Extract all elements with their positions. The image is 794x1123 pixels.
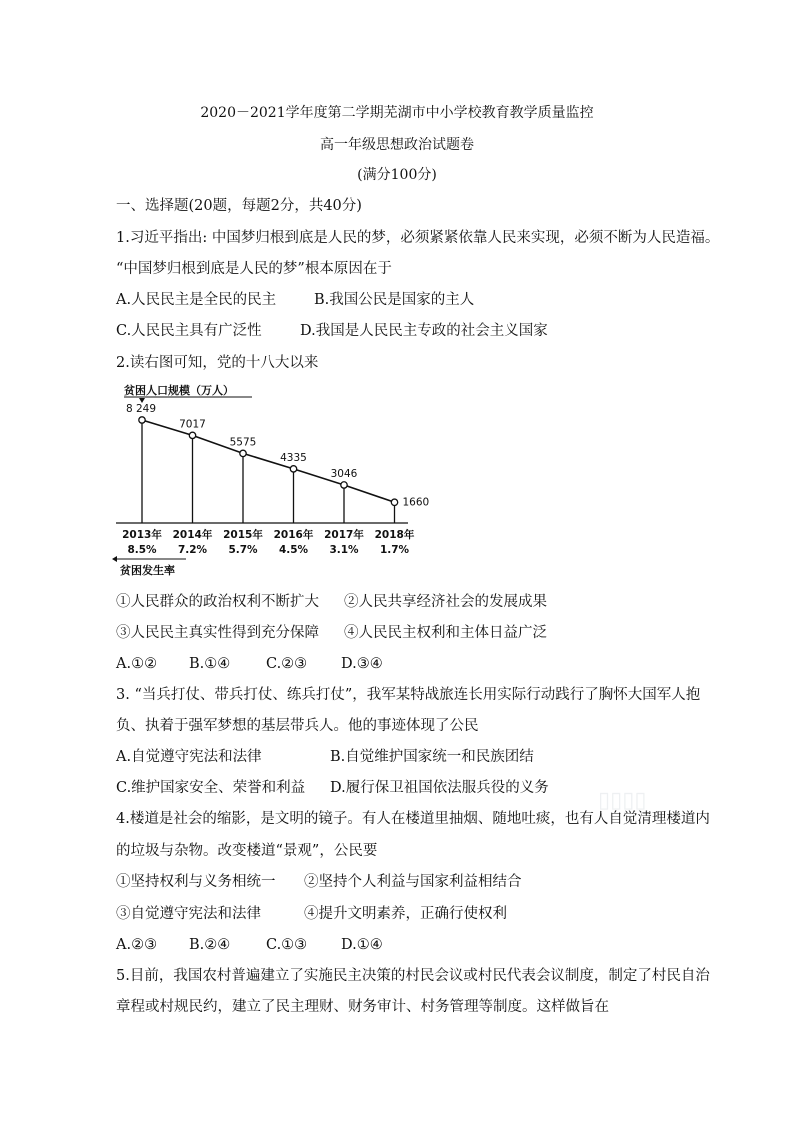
q3-option-c[interactable]: C.维护国家安全、荣誉和利益 — [116, 780, 306, 796]
chart-value-label: 5575 — [229, 436, 257, 449]
chart-x-tick-label: 2014年 — [172, 529, 213, 541]
chart-rate-label: 8.5% — [127, 544, 157, 556]
chart-x-tick-label: 2015年 — [223, 529, 263, 541]
chart-point — [290, 466, 296, 472]
q5-line1: 5.目前，我国农村普遍建立了实施民主决策的村民会议或村民代表会议制度，制定了村民自治 — [116, 968, 710, 984]
chart-value-label: 3046 — [330, 467, 358, 480]
poverty-chart — [112, 380, 430, 580]
q4-option-d[interactable]: D.①④ — [341, 937, 383, 953]
exam-score: (满分100分) — [357, 167, 437, 183]
q2-statement-2: ②人民共享经济社会的发展成果 — [344, 594, 547, 610]
q1-option-d[interactable]: D.我国是人民民主专政的社会主义国家 — [300, 323, 548, 339]
chart-point — [240, 450, 246, 456]
chart-x-tick-label: 2017年 — [324, 529, 364, 541]
q4-statement-2: ②坚持个人利益与国家利益相结合 — [304, 874, 522, 890]
chart-xlabel-arrow-icon — [112, 556, 117, 562]
chart-value-label: 8 249 — [125, 403, 156, 415]
q4-line2: 的垃圾与杂物。改变楼道“景观”，公民要 — [116, 843, 378, 859]
q4-line1: 4.楼道是社会的缩影，是文明的镜子。有人在楼道里抽烟、随地吐痰，也有人自觉清理楼道内 — [116, 811, 710, 827]
q2-option-c[interactable]: C.②③ — [266, 656, 308, 672]
chart-point — [189, 432, 195, 438]
q2-stem: 2.读右图可知，党的十八大以来 — [116, 355, 319, 371]
q4-statement-1: ①坚持权利与义务相统一 — [116, 874, 276, 890]
q4-option-b[interactable]: B.②④ — [189, 937, 231, 953]
q3-line2: 负、执着于强军梦想的基层带兵人。他的事迹体现了公民 — [116, 718, 479, 734]
chart-series-line — [142, 420, 395, 502]
q3-line1: 3. “当兵打仗、带兵打仗、练兵打仗”，我军某特战旅连长用实际行动践行了胸怀大国军人抱 — [116, 687, 701, 703]
q4-statement-3: ③自觉遵守宪法和法律 — [116, 906, 261, 922]
q4-statement-4: ④提升文明素养，正确行使权利 — [304, 906, 507, 922]
q1-line2: “中国梦归根到底是人民的梦”根本原因在于 — [116, 261, 392, 277]
chart-value-label: 7017 — [179, 418, 206, 431]
exam-title: 2020－2021学年度第二学期芜湖市中小学校教育教学质量监控 — [200, 105, 594, 121]
chart-x-tick-label: 2013年 — [122, 529, 162, 541]
q3-option-b[interactable]: B.自觉维护国家统一和民族团结 — [330, 749, 534, 765]
q1-option-b[interactable]: B.我国公民是国家的主人 — [314, 292, 475, 308]
chart-rate-label: 7.2% — [177, 544, 208, 556]
chart-x-tick-label: 2018年 — [374, 529, 415, 541]
chart-rate-label: 3.1% — [329, 544, 359, 556]
watermark: ▯▯▯▯ — [598, 788, 647, 813]
chart-point — [139, 417, 145, 423]
q2-statement-1: ①人民群众的政治权利不断扩大 — [116, 594, 319, 610]
q2-statement-3: ③人民民主真实性得到充分保障 — [116, 625, 319, 641]
chart-rate-label: 5.7% — [228, 544, 258, 556]
chart-xlabel: 贫困发生率 — [120, 564, 175, 577]
chart-point — [341, 482, 347, 488]
q3-option-d[interactable]: D.履行保卫祖国依法服兵役的义务 — [330, 780, 549, 796]
q1-line1: 1.习近平指出: 中国梦归根到底是人民的梦，必须紧紧依靠人民来实现，必须不断为人民造福。 — [116, 230, 720, 246]
section-title: 一、选择题(20题，每题2分，共40分) — [116, 198, 362, 214]
chart-rate-label: 4.5% — [278, 544, 309, 556]
chart-x-tick-label: 2016年 — [273, 529, 314, 541]
q5-line2: 章程或村规民约，建立了民主理财、财务审计、村务管理等制度。这样做旨在 — [116, 999, 609, 1015]
q1-option-a[interactable]: A.人民民主是全民的民主 — [116, 292, 277, 308]
q4-option-c[interactable]: C.①③ — [266, 937, 308, 953]
q3-option-a[interactable]: A.自觉遵守宪法和法律 — [116, 749, 262, 765]
q2-option-d[interactable]: D.③④ — [341, 656, 383, 672]
chart-point — [391, 499, 397, 505]
q1-option-c[interactable]: C.人民民主具有广泛性 — [116, 323, 262, 339]
chart-value-label: 4335 — [280, 451, 307, 464]
chart-rate-label: 1.7% — [379, 544, 410, 556]
q2-option-a[interactable]: A.①② — [116, 656, 158, 672]
q2-option-b[interactable]: B.①④ — [189, 656, 231, 672]
chart-title: 贫困人口规模（万人） — [124, 384, 234, 397]
exam-subtitle: 高一年级思想政治试题卷 — [320, 137, 474, 153]
q2-statement-4: ④人民民主权利和主体日益广泛 — [344, 625, 547, 641]
q4-option-a[interactable]: A.②③ — [116, 937, 158, 953]
chart-value-label: 1660 — [402, 496, 430, 509]
